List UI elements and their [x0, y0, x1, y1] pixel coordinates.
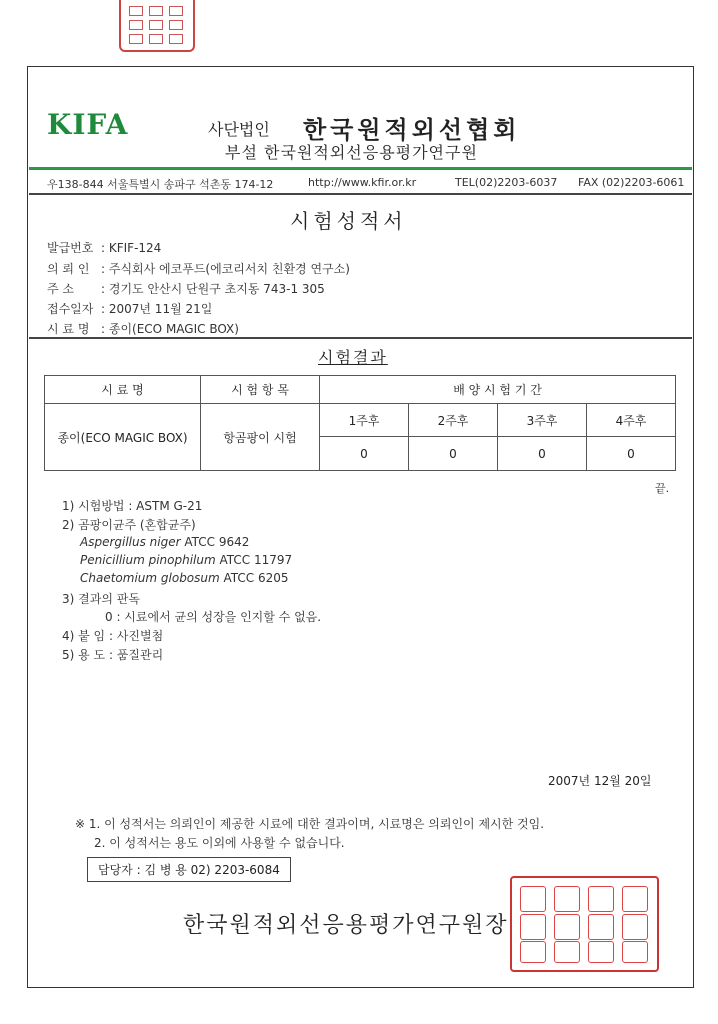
value-week-1: 0 [320, 437, 409, 471]
end-mark: 끝. [655, 482, 670, 495]
document-title: 시험성적서 [290, 209, 407, 233]
address-divider [29, 193, 692, 195]
tel: TEL(02)2203-6037 [455, 176, 558, 189]
cell-sample: 종이(ECO MAGIC BOX) [45, 404, 201, 471]
week-2: 2주후 [409, 404, 498, 437]
top-seal-stamp [119, 0, 195, 52]
week-1: 1주후 [320, 404, 409, 437]
header-divider [29, 167, 692, 170]
info-sample-name: 시 료 명 : 종이(ECO MAGIC BOX) [47, 322, 239, 336]
judgement-text: 0 : 시료에서 균의 성장을 인지할 수 없음. [105, 610, 322, 624]
info-address: 주 소 : 경기도 안산시 단원구 초지동 743-1 305 [47, 282, 325, 296]
strain-aspergillus: Aspergillus niger ATCC 9642 [80, 535, 250, 549]
info-client: 의 뢰 인 : 주식회사 에코푸드(에코리서치 친환경 연구소) [47, 262, 350, 276]
institute-subtitle: 부설 한국원적외선응용평가연구원 [225, 143, 478, 162]
week-4: 4주후 [587, 404, 676, 437]
corp-type: 사단법인 [208, 120, 270, 139]
value-week-4: 0 [587, 437, 676, 471]
address: 우138-844 서울특별시 송파구 석촌동 174-12 [47, 178, 274, 191]
header-period: 배 양 시 험 기 간 [320, 376, 676, 404]
disclaimer-2: 2. 이 성적서는 용도 이외에 사용할 수 없습니다. [94, 836, 345, 850]
info-divider [29, 337, 692, 339]
week-3: 3주후 [498, 404, 587, 437]
usage: 5) 용 도 : 품질관리 [62, 648, 164, 662]
results-table [44, 375, 676, 471]
info-issue-no: 발급번호 : KFIF-124 [47, 241, 162, 255]
cell-test-item: 항곰팡이 시험 [201, 404, 320, 471]
org-name: 한국원적외선협회 [303, 116, 521, 144]
issuer-name: 한국원적외선응용평가연구원장 [183, 913, 509, 938]
issue-date: 2007년 12월 20일 [548, 774, 652, 788]
strain-chaetomium: Chaetomium globosum ATCC 6205 [80, 571, 289, 585]
disclaimer-1: ※ 1. 이 성적서는 의뢰인이 제공한 시료에 대한 결과이며, 시료명은 의뢰인이 제시한 것임. [75, 817, 545, 831]
test-method: 1) 시험방법 : ASTM G-21 [62, 499, 203, 513]
value-week-2: 0 [409, 437, 498, 471]
strain-penicillium: Penicillium pinophilum ATCC 11797 [80, 553, 293, 567]
website: http://www.kfir.or.kr [308, 176, 417, 189]
official-seal-stamp [510, 876, 659, 972]
info-received-date: 접수일자 : 2007년 11월 21일 [47, 302, 213, 316]
header-sample: 시 료 명 [45, 376, 201, 404]
judgement-label: 3) 결과의 판독 [62, 592, 140, 606]
results-title: 시험결과 [318, 348, 388, 367]
header-test-item: 시 험 항 목 [201, 376, 320, 404]
kifa-logo: KIFA [47, 108, 129, 141]
attachment: 4) 붙 임 : 사진별첨 [62, 629, 164, 643]
fax: FAX (02)2203-6061 [578, 176, 685, 189]
value-week-3: 0 [498, 437, 587, 471]
contact-box: 담당자 : 김 병 용 02) 2203-6084 [87, 857, 291, 882]
fungi-strains-label: 2) 곰팡이균주 (혼합균주) [62, 518, 196, 532]
